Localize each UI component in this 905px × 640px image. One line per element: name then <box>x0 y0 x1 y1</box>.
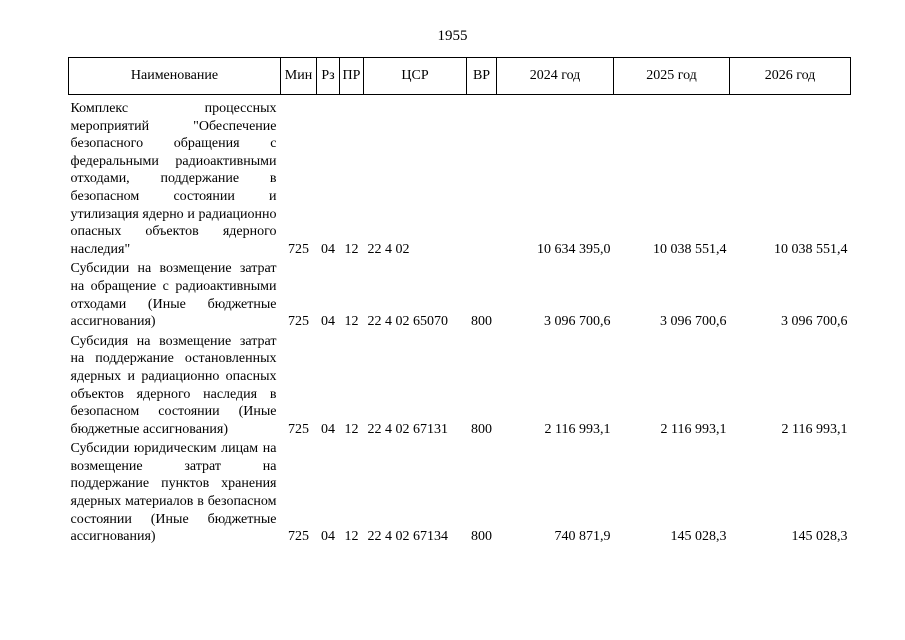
row-csr: 22 4 02 <box>367 241 410 257</box>
row-rz: 04 <box>321 529 335 545</box>
row-csr: 22 4 02 67131 <box>367 421 448 437</box>
col-header-vr: ВР <box>467 58 497 95</box>
row-name: Субсидии юридическим лицам на возмещение затрат на поддержание пунктов хранения ядерных материалов в безопасном состоянии (Иные бюджетные ассигнования) <box>70 441 277 545</box>
col-header-2025: 2025 год <box>614 58 730 95</box>
row-rz: 04 <box>321 421 335 437</box>
row-2026: 2 116 993,1 <box>781 421 848 437</box>
row-vr: 800 <box>471 314 492 330</box>
row-min: 725 <box>288 241 309 257</box>
row-2025: 2 116 993,1 <box>660 421 727 437</box>
table-row <box>69 95 851 259</box>
row-2024: 2 116 993,1 <box>544 421 611 437</box>
row-pr: 12 <box>344 421 359 437</box>
row-2026: 10 038 551,4 <box>774 241 848 257</box>
table-header <box>69 58 851 95</box>
col-header-rz: Рз <box>317 58 340 95</box>
row-pr: 12 <box>344 241 359 257</box>
table-row <box>69 438 851 546</box>
row-min: 725 <box>288 421 309 437</box>
row-pr: 12 <box>344 529 359 545</box>
col-header-csr: ЦСР <box>364 58 467 95</box>
col-header-2024: 2024 год <box>497 58 614 95</box>
row-2025: 10 038 551,4 <box>653 241 727 257</box>
row-pr: 12 <box>344 314 359 330</box>
row-2024: 10 634 395,0 <box>537 241 611 257</box>
table-row <box>69 331 851 439</box>
row-name: Комплекс процессных мероприятий "Обеспечение безопасного обращения с федеральными радиоактивными отходами, поддержание в безопасном состоянии и утилизация ядерно и радиационно опасных объектов ядерного наследия" <box>70 101 277 257</box>
row-rz: 04 <box>321 314 335 330</box>
row-vr <box>467 95 497 259</box>
row-min: 725 <box>288 529 309 545</box>
row-min: 725 <box>288 314 309 330</box>
col-header-2026: 2026 год <box>730 58 851 95</box>
col-header-name: Наименование <box>69 58 281 95</box>
page-number: 1955 <box>437 28 468 44</box>
row-2024: 740 871,9 <box>554 529 611 545</box>
row-2026: 145 028,3 <box>791 529 848 545</box>
col-header-pr: ПР <box>340 58 364 95</box>
row-name: Субсидия на возмещение затрат на поддержание остановленных ядерных и радиационно опасных объектов ядерного наследия в безопасном состоянии (Иные бюджетные ассигнования) <box>70 333 277 437</box>
budget-table <box>68 57 851 546</box>
row-2025: 3 096 700,6 <box>660 314 727 330</box>
row-name: Субсидии на возмещение затрат на обращение с радиоактивными отходами (Иные бюджетные ассигнования) <box>70 261 277 330</box>
table-row <box>69 258 851 330</box>
row-csr: 22 4 02 65070 <box>367 314 448 330</box>
row-2026: 3 096 700,6 <box>781 314 848 330</box>
row-rz: 04 <box>321 241 335 257</box>
row-vr: 800 <box>471 421 492 437</box>
col-header-min: Мин <box>281 58 317 95</box>
row-vr: 800 <box>471 529 492 545</box>
row-csr: 22 4 02 67134 <box>367 529 448 545</box>
row-2025: 145 028,3 <box>670 529 727 545</box>
row-2024: 3 096 700,6 <box>544 314 611 330</box>
